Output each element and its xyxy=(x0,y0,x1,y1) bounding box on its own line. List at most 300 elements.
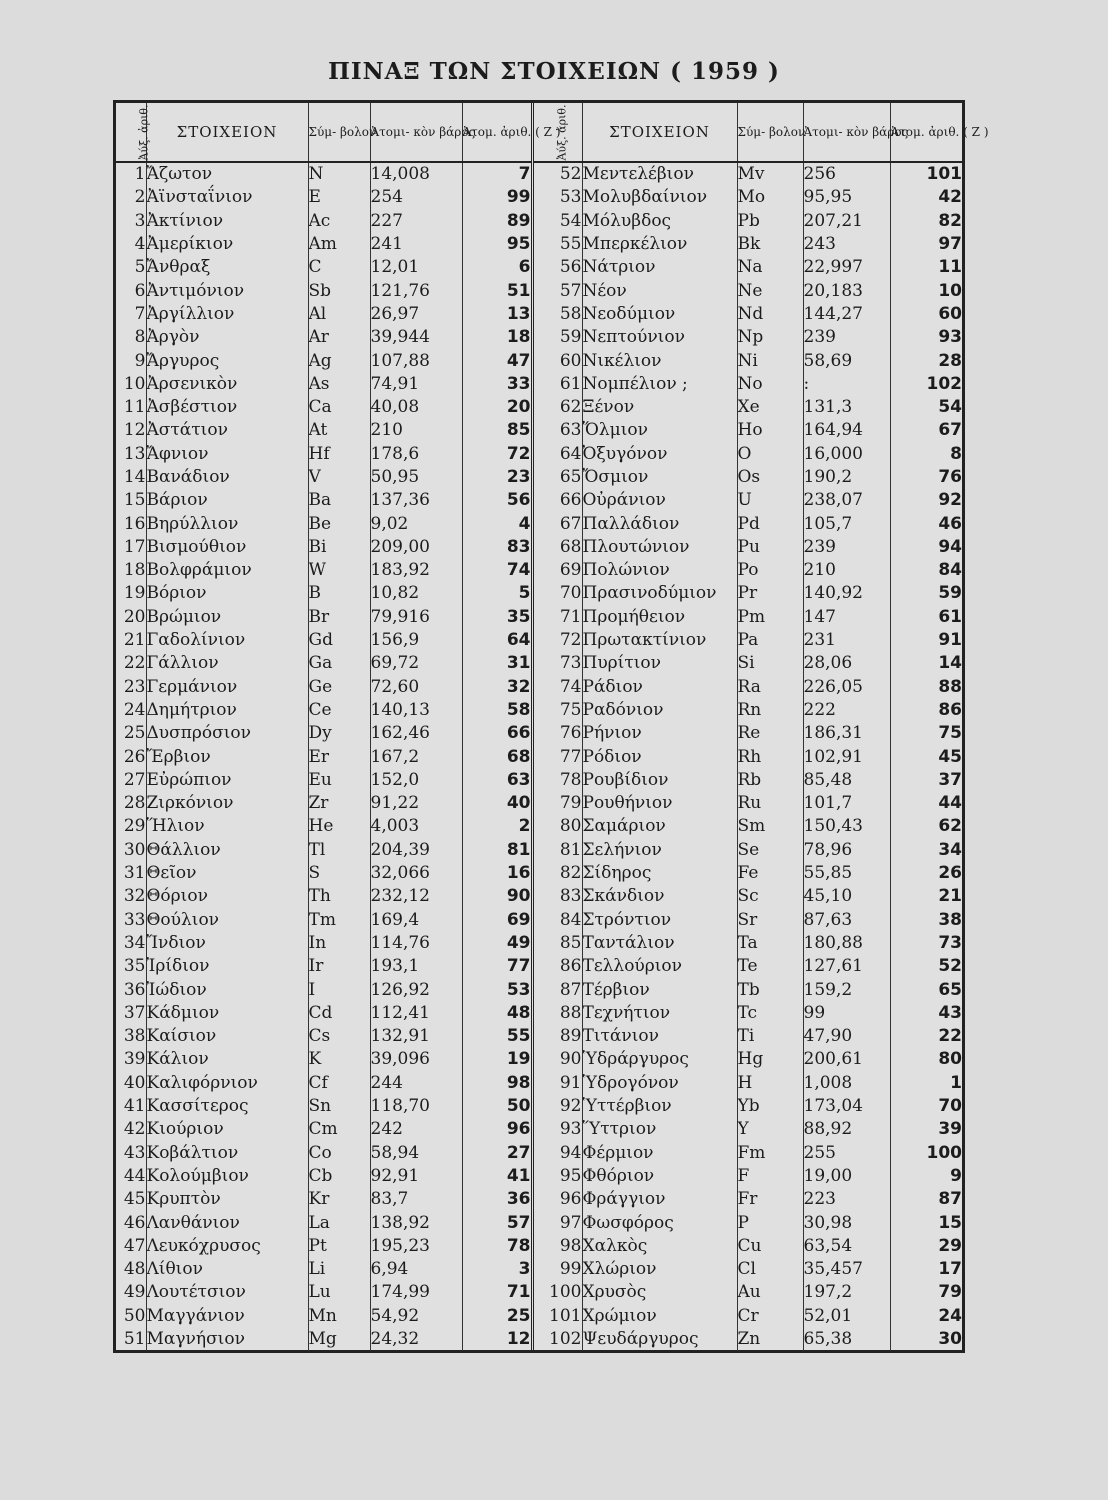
table-row xyxy=(116,396,962,419)
cell-z: 16 xyxy=(462,862,532,885)
cell-num: 101 xyxy=(532,1305,582,1328)
cell-z: 85 xyxy=(462,419,532,442)
table-row xyxy=(116,1025,962,1048)
cell-name: Ἀστάτιον xyxy=(146,419,308,442)
cell-symbol: I xyxy=(308,978,370,1001)
cell-z: 22 xyxy=(890,1025,962,1048)
cell-symbol: Co xyxy=(308,1141,370,1164)
cell-name: Εὐρώπιον xyxy=(146,769,308,792)
cell-symbol: No xyxy=(737,373,803,396)
cell-num: 49 xyxy=(123,1282,146,1303)
cell-weight: 147 xyxy=(803,606,890,629)
cell-name: Ἴνδιον xyxy=(146,932,308,955)
header-num-right: Ἀύξ. ἀριθ. xyxy=(532,103,582,162)
cell-symbol: Rh xyxy=(737,745,803,768)
cell-z: 24 xyxy=(890,1305,962,1328)
cell-symbol: Mv xyxy=(737,162,803,186)
cell-name: Δημήτριον xyxy=(146,699,308,722)
cell-z: 58 xyxy=(462,699,532,722)
cell-name: Μολυβδαίνιον xyxy=(582,186,737,209)
cell-num: 70 xyxy=(532,582,582,605)
cell-num: 6 xyxy=(134,280,146,301)
cell-z: 49 xyxy=(462,932,532,955)
cell-z: 5 xyxy=(462,582,532,605)
cell-symbol: O xyxy=(737,443,803,466)
cell-symbol: Dy xyxy=(308,722,370,745)
header-z-right: Ἀτομ. ἀριθ. ( Z ) xyxy=(890,103,962,162)
cell-name: Κάλιον xyxy=(146,1048,308,1071)
cell-symbol: As xyxy=(308,373,370,396)
cell-num: 55 xyxy=(532,233,582,256)
cell-symbol: Ir xyxy=(308,955,370,978)
cell-z: 45 xyxy=(890,745,962,768)
cell-weight: 227 xyxy=(370,210,462,233)
cell-z: 40 xyxy=(462,792,532,815)
cell-num: 98 xyxy=(532,1235,582,1258)
cell-weight: 20,183 xyxy=(803,279,890,302)
cell-z: 37 xyxy=(890,769,962,792)
cell-weight: 87,63 xyxy=(803,909,890,932)
cell-num: 31 xyxy=(123,863,146,884)
cell-weight: 83,7 xyxy=(370,1188,462,1211)
cell-num: 94 xyxy=(532,1141,582,1164)
cell-symbol: Zr xyxy=(308,792,370,815)
cell-name: Ἀργίλλιον xyxy=(146,303,308,326)
cell-weight: 85,48 xyxy=(803,769,890,792)
cell-num: 60 xyxy=(532,349,582,372)
cell-num: 86 xyxy=(532,955,582,978)
cell-name: Στρόντιον xyxy=(582,909,737,932)
cell-weight: 131,3 xyxy=(803,396,890,419)
cell-weight: 30,98 xyxy=(803,1211,890,1234)
cell-weight: 178,6 xyxy=(370,443,462,466)
cell-z: 91 xyxy=(890,629,962,652)
cell-symbol: Sc xyxy=(737,885,803,908)
cell-z: 60 xyxy=(890,303,962,326)
cell-name: Ἀντιμόνιον xyxy=(146,279,308,302)
cell-z: 89 xyxy=(462,210,532,233)
cell-weight: 28,06 xyxy=(803,652,890,675)
table-header-row xyxy=(116,103,962,162)
cell-name: Βανάδιον xyxy=(146,466,308,489)
cell-weight: 140,92 xyxy=(803,582,890,605)
elements-table-frame xyxy=(113,100,989,1353)
cell-num: 14 xyxy=(123,467,146,487)
cell-name: Πλουτώνιον xyxy=(582,536,737,559)
cell-name: Ραδόνιον xyxy=(582,699,737,722)
cell-num: 53 xyxy=(532,186,582,209)
cell-name: Φωσφόρος xyxy=(582,1211,737,1234)
cell-num: 63 xyxy=(532,419,582,442)
cell-z: 100 xyxy=(890,1141,962,1164)
cell-num: 61 xyxy=(532,373,582,396)
header-symbol-left: Σύμ- βολον xyxy=(308,103,370,162)
cell-z: 19 xyxy=(462,1048,532,1071)
cell-symbol: Sn xyxy=(308,1095,370,1118)
cell-weight: 255 xyxy=(803,1141,890,1164)
cell-z: 99 xyxy=(462,186,532,209)
cell-symbol: Li xyxy=(308,1258,370,1281)
cell-weight: 239 xyxy=(803,536,890,559)
cell-symbol: C xyxy=(308,256,370,279)
table-row xyxy=(116,1072,962,1095)
cell-weight: 244 xyxy=(370,1072,462,1095)
cell-symbol: Mg xyxy=(308,1328,370,1351)
cell-name: Καίσιον xyxy=(146,1025,308,1048)
cell-weight: 39,944 xyxy=(370,326,462,349)
table-row xyxy=(116,303,962,326)
cell-num: 13 xyxy=(123,443,146,464)
cell-symbol: Al xyxy=(308,303,370,326)
cell-name: Κοβάλτιον xyxy=(146,1141,308,1164)
cell-symbol: Ga xyxy=(308,652,370,675)
cell-symbol: Cb xyxy=(308,1165,370,1188)
cell-name: Βρώμιον xyxy=(146,606,308,629)
cell-symbol: Rb xyxy=(737,769,803,792)
cell-weight: 121,76 xyxy=(370,279,462,302)
cell-weight: 74,91 xyxy=(370,373,462,396)
cell-num: 85 xyxy=(532,932,582,955)
cell-num: 34 xyxy=(123,932,146,953)
cell-z: 72 xyxy=(462,443,532,466)
cell-num: 82 xyxy=(532,862,582,885)
cell-name: Τελλούριον xyxy=(582,955,737,978)
cell-name: Θόριον xyxy=(146,885,308,908)
cell-num: 65 xyxy=(532,466,582,489)
cell-z: 54 xyxy=(890,396,962,419)
cell-name: Ἄφνιον xyxy=(146,443,308,466)
cell-symbol: Gd xyxy=(308,629,370,652)
cell-z: 27 xyxy=(462,1141,532,1164)
cell-weight: 95,95 xyxy=(803,186,890,209)
cell-num: 51 xyxy=(123,1328,146,1349)
table-row xyxy=(116,1118,962,1141)
cell-z: 96 xyxy=(462,1118,532,1141)
cell-symbol: La xyxy=(308,1211,370,1234)
cell-z: 66 xyxy=(462,722,532,745)
cell-symbol: K xyxy=(308,1048,370,1071)
cell-weight: 200,61 xyxy=(803,1048,890,1071)
cell-z: 69 xyxy=(462,909,532,932)
cell-symbol: Pt xyxy=(308,1235,370,1258)
cell-symbol: Ba xyxy=(308,489,370,512)
cell-z: 70 xyxy=(890,1095,962,1118)
cell-num: 36 xyxy=(123,979,146,1000)
cell-z: 83 xyxy=(462,536,532,559)
cell-name: Σαμάριον xyxy=(582,815,737,838)
header-element-left: ΣΤΟΙΧΕΙΟΝ xyxy=(146,103,308,162)
cell-z: 88 xyxy=(890,676,962,699)
cell-z: 55 xyxy=(462,1025,532,1048)
cell-weight: 243 xyxy=(803,233,890,256)
cell-name: Ρήνιον xyxy=(582,722,737,745)
cell-z: 26 xyxy=(890,862,962,885)
cell-weight: 35,457 xyxy=(803,1258,890,1281)
cell-z: 11 xyxy=(890,256,962,279)
cell-num: 42 xyxy=(123,1119,146,1140)
cell-num: 93 xyxy=(532,1118,582,1141)
cell-num: 1 xyxy=(134,164,146,185)
cell-symbol: Cd xyxy=(308,1002,370,1025)
cell-symbol: Bi xyxy=(308,536,370,559)
cell-name: Οὐράνιον xyxy=(582,489,737,512)
cell-name: Ἔρβιον xyxy=(146,745,308,768)
cell-num: 97 xyxy=(532,1211,582,1234)
cell-z: 75 xyxy=(890,722,962,745)
cell-weight: 238,07 xyxy=(803,489,890,512)
cell-weight: 32,066 xyxy=(370,862,462,885)
cell-weight: 140,13 xyxy=(370,699,462,722)
cell-symbol: Na xyxy=(737,256,803,279)
cell-z: 8 xyxy=(890,443,962,466)
cell-num: 90 xyxy=(532,1048,582,1071)
cell-symbol: Pd xyxy=(737,512,803,535)
cell-z: 10 xyxy=(890,279,962,302)
cell-name: Φέρμιον xyxy=(582,1141,737,1164)
cell-name: Λουτέτσιον xyxy=(146,1281,308,1304)
cell-z: 34 xyxy=(890,839,962,862)
cell-symbol: Xe xyxy=(737,396,803,419)
cell-num: 99 xyxy=(532,1258,582,1281)
cell-weight: 78,96 xyxy=(803,839,890,862)
cell-z: 48 xyxy=(462,1002,532,1025)
cell-z: 74 xyxy=(462,559,532,582)
cell-num: 95 xyxy=(532,1165,582,1188)
cell-z: 9 xyxy=(890,1165,962,1188)
cell-z: 20 xyxy=(462,396,532,419)
cell-name: Γερμάνιον xyxy=(146,676,308,699)
cell-name: Νεοδύμιον xyxy=(582,303,737,326)
cell-name: Κασσίτερος xyxy=(146,1095,308,1118)
cell-symbol: N xyxy=(308,162,370,186)
cell-name: Ταντάλιον xyxy=(582,932,737,955)
cell-symbol: Ru xyxy=(737,792,803,815)
table-row xyxy=(116,210,962,233)
cell-weight: 137,36 xyxy=(370,489,462,512)
cell-z: 46 xyxy=(890,512,962,535)
table-row xyxy=(116,1095,962,1118)
cell-symbol: Tm xyxy=(308,909,370,932)
cell-weight: 223 xyxy=(803,1188,890,1211)
cell-num: 91 xyxy=(532,1072,582,1095)
cell-name: Γάλλιον xyxy=(146,652,308,675)
cell-num: 3 xyxy=(134,210,146,231)
cell-weight: 169,4 xyxy=(370,909,462,932)
cell-z: 43 xyxy=(890,1002,962,1025)
table-row xyxy=(116,559,962,582)
table-row xyxy=(116,792,962,815)
cell-num: 45 xyxy=(123,1189,146,1210)
cell-z: 67 xyxy=(890,419,962,442)
cell-num: 16 xyxy=(123,513,146,534)
cell-z: 102 xyxy=(890,373,962,396)
cell-weight: 174,99 xyxy=(370,1281,462,1304)
cell-num: 46 xyxy=(123,1212,146,1233)
cell-weight: 210 xyxy=(803,559,890,582)
cell-name: Νεπτούνιον xyxy=(582,326,737,349)
table-row xyxy=(116,932,962,955)
cell-num: 67 xyxy=(532,512,582,535)
cell-z: 38 xyxy=(890,909,962,932)
cell-name: Ἀϊνσταΐνιον xyxy=(146,186,308,209)
cell-z: 31 xyxy=(462,652,532,675)
cell-symbol: Nd xyxy=(737,303,803,326)
cell-weight: 222 xyxy=(803,699,890,722)
header-num-left: Ἀύξ. ἀριθ. xyxy=(116,103,146,162)
cell-symbol: Er xyxy=(308,745,370,768)
table-row xyxy=(116,512,962,535)
table-row xyxy=(116,1258,962,1281)
cell-symbol: Ge xyxy=(308,676,370,699)
table-row xyxy=(116,162,962,186)
cell-name: Νομπέλιον ; xyxy=(582,373,737,396)
cell-symbol: Eu xyxy=(308,769,370,792)
cell-num: 92 xyxy=(532,1095,582,1118)
cell-name: Νάτριον xyxy=(582,256,737,279)
cell-symbol: Sr xyxy=(737,909,803,932)
table-row xyxy=(116,745,962,768)
cell-name: Κρυπτὸν xyxy=(146,1188,308,1211)
cell-num: 77 xyxy=(532,745,582,768)
cell-weight: 138,92 xyxy=(370,1211,462,1234)
cell-num: 7 xyxy=(134,303,146,324)
cell-name: Θάλλιον xyxy=(146,839,308,862)
cell-symbol: Sb xyxy=(308,279,370,302)
cell-symbol: Mn xyxy=(308,1305,370,1328)
cell-symbol: Os xyxy=(737,466,803,489)
cell-symbol: Se xyxy=(737,839,803,862)
cell-num: 39 xyxy=(123,1049,146,1070)
cell-name: Βόριον xyxy=(146,582,308,605)
elements-table-body xyxy=(116,162,962,1351)
cell-num: 57 xyxy=(532,279,582,302)
cell-weight: 88,92 xyxy=(803,1118,890,1141)
cell-z: 92 xyxy=(890,489,962,512)
cell-symbol: Fr xyxy=(737,1188,803,1211)
cell-weight: 232,12 xyxy=(370,885,462,908)
cell-num: 35 xyxy=(123,956,146,977)
cell-weight: 105,7 xyxy=(803,512,890,535)
cell-z: 64 xyxy=(462,629,532,652)
table-row xyxy=(116,955,962,978)
cell-weight: 186,31 xyxy=(803,722,890,745)
cell-weight: 22,997 xyxy=(803,256,890,279)
cell-z: 51 xyxy=(462,279,532,302)
cell-symbol: Ar xyxy=(308,326,370,349)
cell-z: 93 xyxy=(890,326,962,349)
cell-num: 79 xyxy=(532,792,582,815)
cell-weight: 114,76 xyxy=(370,932,462,955)
cell-z: 6 xyxy=(462,256,532,279)
cell-name: Θούλιον xyxy=(146,909,308,932)
cell-weight: 231 xyxy=(803,629,890,652)
cell-name: Ἰρίδιον xyxy=(146,955,308,978)
cell-name: Χαλκὸς xyxy=(582,1235,737,1258)
cell-z: 41 xyxy=(462,1165,532,1188)
cell-num: 100 xyxy=(532,1281,582,1304)
cell-num: 89 xyxy=(532,1025,582,1048)
cell-name: Ἀκτίνιον xyxy=(146,210,308,233)
cell-name: Ζιρκόνιον xyxy=(146,792,308,815)
cell-name: Χλώριον xyxy=(582,1258,737,1281)
cell-symbol: Cr xyxy=(737,1305,803,1328)
cell-z: 17 xyxy=(890,1258,962,1281)
cell-num: 59 xyxy=(532,326,582,349)
cell-name: Ἀσβέστιον xyxy=(146,396,308,419)
cell-symbol: Pr xyxy=(737,582,803,605)
cell-name: Ρόδιον xyxy=(582,745,737,768)
cell-weight: 144,27 xyxy=(803,303,890,326)
cell-weight: 58,69 xyxy=(803,349,890,372)
cell-weight: 241 xyxy=(370,233,462,256)
table-row xyxy=(116,373,962,396)
cell-symbol: Lu xyxy=(308,1281,370,1304)
cell-z: 4 xyxy=(462,512,532,535)
cell-name: Χρυσὸς xyxy=(582,1281,737,1304)
table-row xyxy=(116,885,962,908)
cell-weight: 91,22 xyxy=(370,792,462,815)
cell-z: 82 xyxy=(890,210,962,233)
cell-num: 72 xyxy=(532,629,582,652)
cell-weight: 12,01 xyxy=(370,256,462,279)
cell-symbol: Po xyxy=(737,559,803,582)
cell-symbol: Tl xyxy=(308,839,370,862)
cell-z: 65 xyxy=(890,978,962,1001)
table-row xyxy=(116,186,962,209)
table-row xyxy=(116,652,962,675)
cell-symbol: Pu xyxy=(737,536,803,559)
table-row xyxy=(116,909,962,932)
cell-weight: 10,82 xyxy=(370,582,462,605)
cell-z: 39 xyxy=(890,1118,962,1141)
cell-num: 84 xyxy=(532,909,582,932)
table-row xyxy=(116,536,962,559)
cell-z: 44 xyxy=(890,792,962,815)
cell-symbol: Y xyxy=(737,1118,803,1141)
cell-symbol: Ti xyxy=(737,1025,803,1048)
cell-z: 76 xyxy=(890,466,962,489)
cell-name: Ρουθήνιον xyxy=(582,792,737,815)
cell-weight: 107,88 xyxy=(370,349,462,372)
table-row xyxy=(116,233,962,256)
cell-name: Γαδολίνιον xyxy=(146,629,308,652)
cell-name: Βολφράμιον xyxy=(146,559,308,582)
cell-num: 23 xyxy=(123,676,146,697)
cell-name: Κάδμιον xyxy=(146,1002,308,1025)
cell-symbol: He xyxy=(308,815,370,838)
table-row xyxy=(116,1188,962,1211)
cell-weight: 254 xyxy=(370,186,462,209)
table-row xyxy=(116,582,962,605)
cell-weight: 24,32 xyxy=(370,1328,462,1351)
cell-z: 57 xyxy=(462,1211,532,1234)
cell-name: Ἀμερίκιον xyxy=(146,233,308,256)
cell-weight: 45,10 xyxy=(803,885,890,908)
cell-symbol: B xyxy=(308,582,370,605)
cell-weight: 150,43 xyxy=(803,815,890,838)
cell-symbol: Cf xyxy=(308,1072,370,1095)
cell-weight: 183,92 xyxy=(370,559,462,582)
cell-weight: 173,04 xyxy=(803,1095,890,1118)
cell-z: 78 xyxy=(462,1235,532,1258)
cell-symbol: Np xyxy=(737,326,803,349)
cell-weight: 126,92 xyxy=(370,978,462,1001)
cell-weight: 207,21 xyxy=(803,210,890,233)
cell-num: 81 xyxy=(532,839,582,862)
cell-symbol: Ne xyxy=(737,279,803,302)
cell-z: 12 xyxy=(462,1328,532,1351)
cell-num: 43 xyxy=(123,1142,146,1163)
